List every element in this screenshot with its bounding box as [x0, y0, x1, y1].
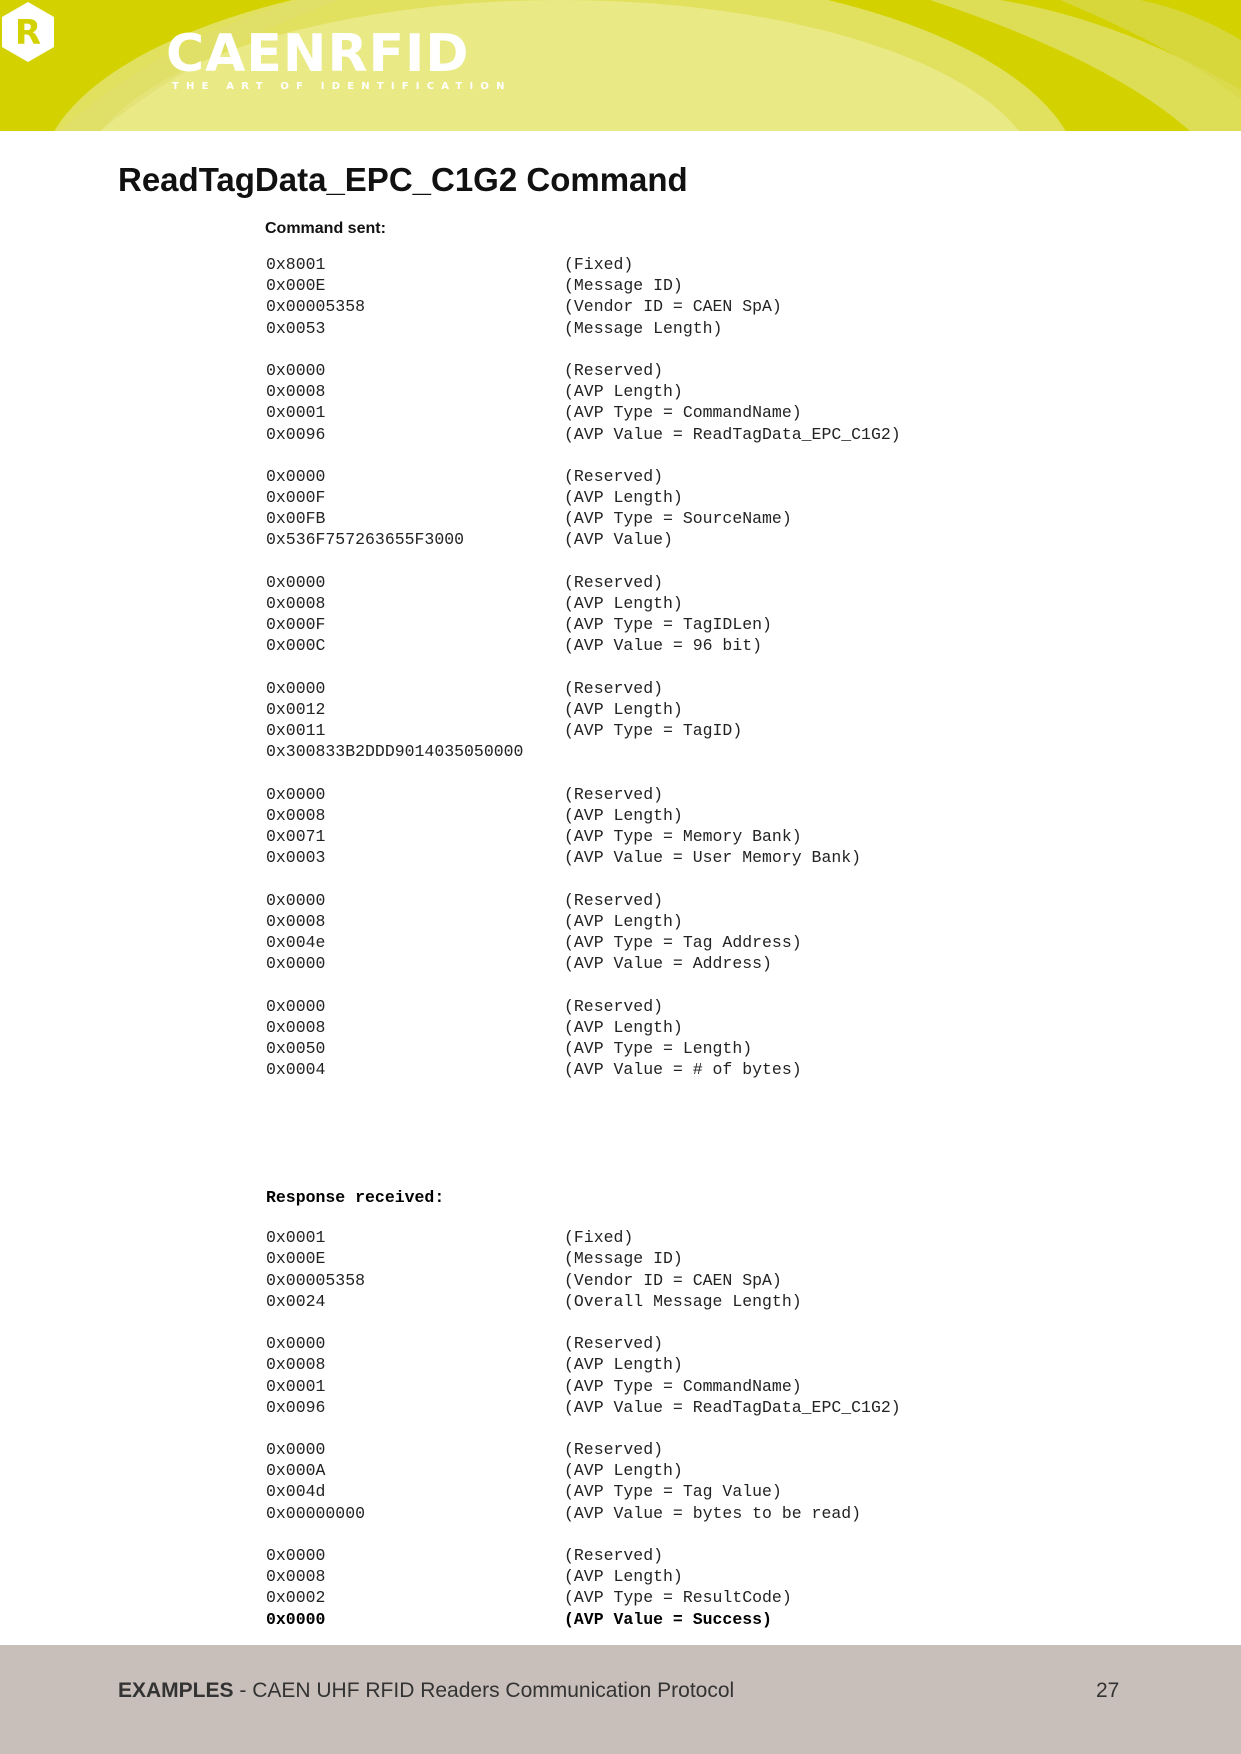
- field-description: (AVP Length): [564, 1567, 683, 1587]
- hex-value: 0x004e: [266, 933, 326, 952]
- code-row: [266, 890, 901, 911]
- hex-value: 0x0001: [266, 1228, 326, 1248]
- hex-value: 0x0071: [266, 827, 326, 847]
- code-row: [266, 1503, 901, 1524]
- hex-value: 0x0000: [266, 784, 326, 804]
- hex-value: 0x0000: [266, 1609, 326, 1629]
- field-description: (AVP Type = TagID): [564, 721, 743, 741]
- field-description: (AVP Type = Length): [564, 1038, 753, 1058]
- hex-value: 0x0096: [266, 1397, 326, 1417]
- hex-value: 0x0008: [266, 1017, 326, 1037]
- hex-value: 0x0003: [266, 848, 326, 868]
- field-description: (AVP Value = 96 bit): [564, 636, 763, 656]
- code-row: [266, 1059, 901, 1080]
- field-description: (AVP Type = ResultCode): [564, 1588, 792, 1608]
- field-description: (AVP Length): [564, 805, 683, 825]
- code-row: [266, 1227, 901, 1248]
- code-row: [266, 1609, 901, 1630]
- field-description: (AVP Type = CommandName): [564, 403, 802, 423]
- page-header: [0, 0, 1241, 131]
- row-spacer: [266, 1524, 901, 1545]
- field-description: (Reserved): [564, 784, 664, 804]
- page-title: ReadTagData_EPC_C1G2 Command: [118, 161, 688, 198]
- field-description: (AVP Type = Tag Address): [564, 933, 802, 952]
- field-description: (Fixed): [564, 255, 634, 274]
- code-row: [266, 466, 901, 487]
- code-row: [266, 593, 901, 614]
- code-row: [266, 911, 901, 932]
- field-description: (AVP Value = User Memory Bank): [564, 848, 862, 868]
- hex-value: 0x0000: [266, 678, 326, 698]
- field-description: (Vendor ID = CAEN SpA): [564, 1270, 782, 1290]
- caenrfid-logo-icon: [0, 0, 56, 64]
- field-description: (Message ID): [564, 276, 683, 296]
- field-description: (Overall Message Length): [564, 1291, 802, 1311]
- field-description: (AVP Type = CommandName): [564, 1376, 802, 1396]
- hex-value: 0x0000: [266, 572, 326, 592]
- field-description: (AVP Length): [564, 1355, 683, 1375]
- row-spacer: [266, 551, 901, 572]
- code-row: [266, 402, 901, 423]
- brand-logo-text: CAENRFID: [166, 24, 470, 84]
- hex-value: 0x000E: [266, 1249, 326, 1269]
- code-row: [266, 1017, 901, 1038]
- field-description: (AVP Value): [564, 530, 673, 550]
- code-row: [266, 1397, 901, 1418]
- code-row: [266, 1566, 901, 1587]
- code-row: [266, 275, 901, 296]
- hex-value: 0x0000: [266, 1546, 326, 1565]
- hex-value: 0x8001: [266, 255, 326, 274]
- hex-value: 0x004d: [266, 1482, 326, 1502]
- code-row: [266, 1248, 901, 1269]
- hex-value: 0x536F757263655F3000: [266, 530, 465, 550]
- hex-value: 0x00005358: [266, 297, 366, 317]
- code-row: [266, 508, 901, 529]
- code-row: [266, 254, 901, 275]
- code-row: [266, 1354, 901, 1375]
- field-description: (AVP Type = SourceName): [564, 509, 792, 529]
- code-row: [266, 741, 901, 762]
- field-description: (AVP Length): [564, 1461, 683, 1481]
- hex-value: 0x00000000: [266, 1503, 366, 1523]
- code-row: [266, 826, 901, 847]
- code-row: [266, 1481, 901, 1502]
- hex-value: 0x0008: [266, 382, 326, 402]
- code-row: [266, 381, 901, 402]
- footer-title: [118, 1679, 734, 1703]
- code-row: [266, 1460, 901, 1481]
- hex-value: 0x0008: [266, 911, 326, 931]
- hex-value: 0x0053: [266, 318, 326, 338]
- code-row: [266, 424, 901, 445]
- code-row: [266, 296, 901, 317]
- hex-value: 0x0096: [266, 424, 326, 444]
- code-row: [266, 847, 901, 868]
- field-description: (Reserved): [564, 996, 664, 1016]
- field-description: (AVP Length): [564, 1017, 683, 1037]
- code-row: [266, 996, 901, 1017]
- hex-value: 0x0000: [266, 360, 326, 380]
- hex-value: 0x0001: [266, 1376, 326, 1396]
- field-description: (AVP Value = ReadTagData_EPC_C1G2): [564, 1397, 901, 1417]
- field-description: (AVP Value = Address): [564, 954, 772, 974]
- field-description: (Reserved): [564, 1334, 664, 1354]
- code-row: [266, 1376, 901, 1397]
- field-description: (AVP Value = ReadTagData_EPC_C1G2): [564, 424, 901, 444]
- code-row: [266, 1545, 901, 1566]
- response-received-block: [266, 1149, 901, 1630]
- row-spacer: [266, 1312, 901, 1333]
- hex-value: 0x0001: [266, 403, 326, 423]
- code-row: [266, 932, 901, 953]
- hex-value: 0x000F: [266, 615, 326, 635]
- hex-value: 0x0012: [266, 699, 326, 719]
- code-row: [266, 572, 901, 593]
- hex-value: 0x000F: [266, 488, 326, 508]
- hex-value: 0x000A: [266, 1461, 326, 1481]
- hex-value: 0x00FB: [266, 509, 326, 529]
- hex-value: 0x0000: [266, 890, 326, 910]
- footer-separator: -: [233, 1679, 253, 1702]
- row-spacer: [266, 763, 901, 784]
- field-description: (Message ID): [564, 1249, 683, 1269]
- field-description: (AVP Length): [564, 911, 683, 931]
- field-description: (AVP Length): [564, 699, 683, 719]
- code-row: [266, 805, 901, 826]
- code-row: [266, 678, 901, 699]
- row-spacer: [266, 339, 901, 360]
- hex-value: 0x00005358: [266, 1270, 366, 1290]
- code-row: [266, 784, 901, 805]
- footer-doc-title: CAEN UHF RFID Readers Communication Protocol: [252, 1679, 735, 1702]
- code-row: [266, 487, 901, 508]
- code-row: [266, 1587, 901, 1608]
- row-spacer: [266, 445, 901, 466]
- hex-value: 0x0002: [266, 1588, 326, 1608]
- hex-value: 0x0050: [266, 1038, 326, 1058]
- hex-value: 0x0008: [266, 805, 326, 825]
- row-spacer: [266, 657, 901, 678]
- page-number: 27: [1096, 1679, 1120, 1702]
- code-row: [266, 720, 901, 741]
- command-sent-label: Command sent:: [265, 220, 386, 237]
- code-row: [266, 1439, 901, 1460]
- field-description: (Fixed): [564, 1228, 634, 1248]
- code-row: [266, 699, 901, 720]
- hex-value: 0x0000: [266, 1334, 326, 1354]
- field-description: (AVP Value = # of bytes): [564, 1060, 802, 1080]
- footer-section: EXAMPLES: [118, 1679, 234, 1702]
- hex-value: 0x0008: [266, 1355, 326, 1375]
- field-description: (Reserved): [564, 360, 664, 380]
- field-description: (Reserved): [564, 466, 664, 486]
- field-description: (Reserved): [564, 1440, 664, 1460]
- code-row: [266, 1291, 901, 1312]
- hex-value: 0x0008: [266, 1567, 326, 1587]
- field-description: (Reserved): [564, 890, 664, 910]
- field-description: (AVP Length): [564, 488, 683, 508]
- code-row: [266, 1333, 901, 1354]
- svg-text:R: R: [14, 13, 42, 53]
- hex-value: 0x000C: [266, 636, 326, 656]
- field-description: (Reserved): [564, 572, 664, 592]
- hex-value: 0x0008: [266, 594, 326, 613]
- field-description: (AVP Type = Memory Bank): [564, 827, 802, 847]
- field-description: (AVP Type = Tag Value): [564, 1482, 782, 1502]
- code-row: [266, 953, 901, 974]
- field-description: (AVP Value = Success): [564, 1609, 772, 1629]
- field-description: (Reserved): [564, 1546, 664, 1565]
- hex-value: 0x0024: [266, 1291, 326, 1311]
- field-description: (Message Length): [564, 318, 723, 338]
- hex-value: 0x000E: [266, 276, 326, 296]
- code-row: [266, 318, 901, 339]
- brand-tagline: THE ART OF IDENTIFICATION: [172, 81, 512, 92]
- field-description: (AVP Length): [564, 594, 683, 613]
- code-row: [266, 614, 901, 635]
- hex-value: 0x0011: [266, 721, 326, 741]
- hex-value: 0x0000: [266, 1440, 326, 1460]
- field-description: (Reserved): [564, 678, 664, 698]
- hex-value: 0x0000: [266, 954, 326, 974]
- code-row: [266, 1038, 901, 1059]
- row-spacer: [266, 1418, 901, 1439]
- row-spacer: [266, 868, 901, 889]
- field-description: (Vendor ID = CAEN SpA): [564, 297, 782, 317]
- hex-value: 0x0004: [266, 1060, 326, 1080]
- row-spacer: [266, 974, 901, 995]
- code-row: [266, 360, 901, 381]
- field-description: (AVP Type = TagIDLen): [564, 615, 772, 635]
- code-row: [266, 1270, 901, 1291]
- field-description: (AVP Value = bytes to be read): [564, 1503, 862, 1523]
- code-row: [266, 635, 901, 656]
- hex-value: 0x300833B2DDD9014035050000: [266, 742, 524, 762]
- hex-value: 0x0000: [266, 996, 326, 1016]
- command-sent-block: [266, 254, 901, 1080]
- hex-value: 0x0000: [266, 466, 326, 486]
- field-description: (AVP Length): [564, 382, 683, 402]
- code-row: [266, 529, 901, 550]
- response-received-label: Response received:: [266, 1188, 445, 1207]
